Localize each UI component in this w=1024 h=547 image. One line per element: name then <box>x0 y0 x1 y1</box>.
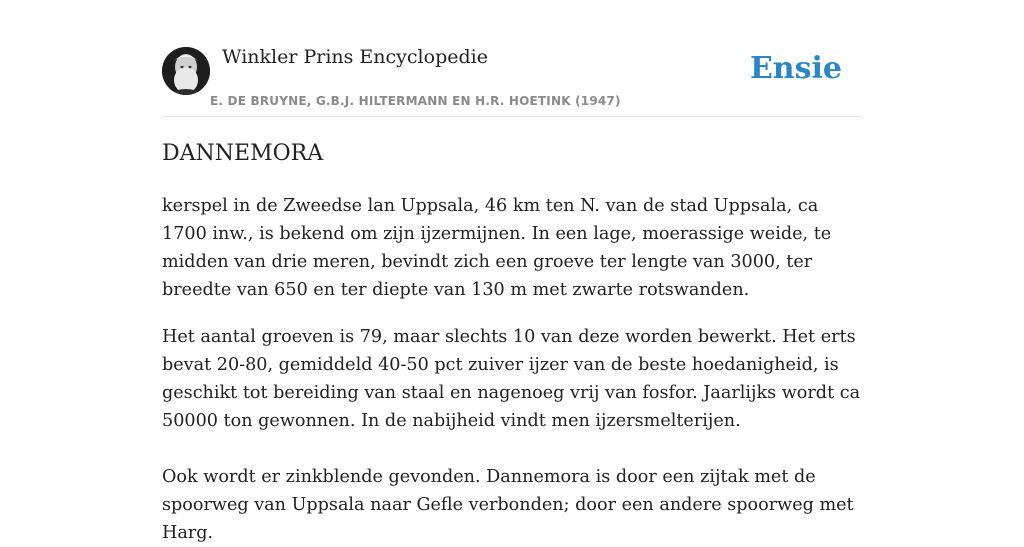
entry-paragraph: kerspel in de Zweedse lan Uppsala, 46 km ten N. van de stad Uppsala, ca 1700 inw., is bekend om zijn ijzermijnen. In een lage, moerassige weide, te midden van drie meren, bevindt zich een groeve ter lengte van 3000, ter breedte van 650 en ter diepte van 130 m met zwarte rotswanden. <box>162 196 832 300</box>
entry-paragraph: Ook wordt er zinkblende gevonden. Dannemora is door een zijtak met de spoorweg van Uppsala naar Gefle verbonden; door een andere spoorweg met Harg. <box>162 467 854 543</box>
page-header <box>162 0 862 117</box>
article-page <box>162 0 862 543</box>
authors-line: E. DE BRUYNE, G.B.J. HILTERMANN EN H.R. HOETINK (1947) <box>210 94 621 108</box>
site-title[interactable]: Winkler Prins Encyclopedie <box>222 46 488 68</box>
entry-paragraph: Het aantal groeven is 79, maar slechts 10 van deze worden bewerkt. Het erts bevat 20-80, gemiddeld 40-50 pct zuiver ijzer van de beste hoedanigheid, is geschikt tot bereiding van staal en nagenoeg vrij van fosfor. Jaarlijks wordt ca 50000 ton gewonnen. In de nabijheid vindt men ijzersmelterijen. <box>162 327 861 431</box>
author-portrait-icon[interactable] <box>162 47 210 95</box>
brand-logo[interactable]: Ensie <box>749 51 842 86</box>
entry-title: DANNEMORA <box>162 141 324 166</box>
